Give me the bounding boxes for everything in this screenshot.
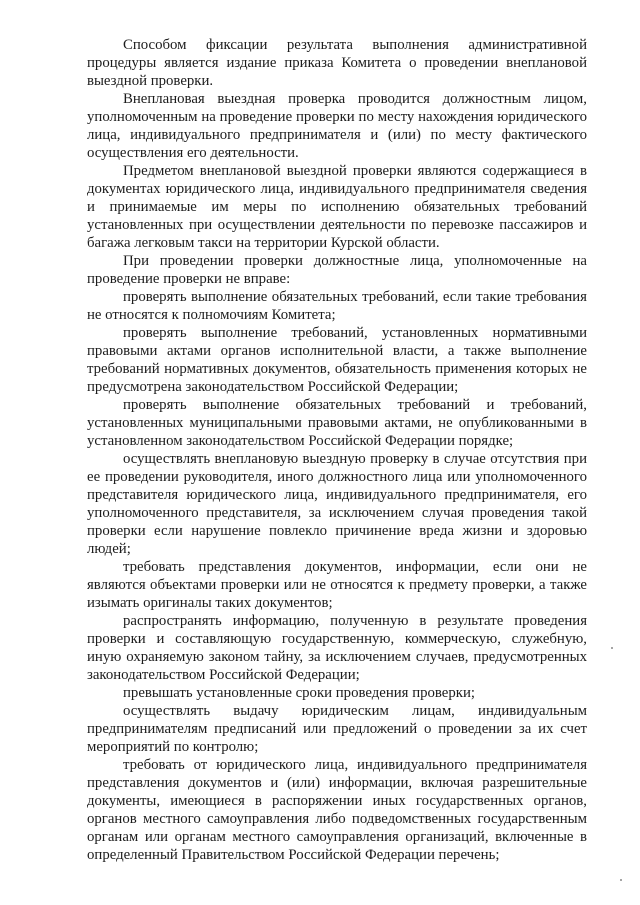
paragraph-prohibitions-intro: При проведении проверки должностные лица, уполномоченные на проведение проверки не вправе: xyxy=(87,253,587,287)
document-page xyxy=(87,36,587,864)
list-item-prohibition: проверять выполнение обязательных требований и требований, установленных муниципальными правовыми актами, не опубликованными в установленном законодательством Российской Федерации порядке; xyxy=(87,397,587,449)
scan-speck xyxy=(611,647,613,649)
list-item-prohibition: осуществлять внеплановую выездную проверку в случае отсутствия при ее проведении руководителя, иного должностного лица или уполномоченного представителя юридического лица, индивидуального предпринимателя, его уполномоченного представителя, за исключением случая проведения такой проверки если нарушение повлекло причинение вреда жизни и здоровью людей; xyxy=(87,451,587,557)
list-item-prohibition: проверять выполнение обязательных требований, если такие требования не относятся к полномочиям Комитета; xyxy=(87,289,587,323)
list-item-prohibition: осуществлять выдачу юридическим лицам, индивидуальным предпринимателям предписаний или предложений о проведении за их счет мероприятий по контролю; xyxy=(87,703,587,755)
paragraph-fixation-method: Способом фиксации результата выполнения административной процедуры является издание приказа Комитета о проведении внеплановой выездной проверки. xyxy=(87,37,587,89)
paragraph-inspection-subject: Предметом внеплановой выездной проверки являются содержащиеся в документах юридического лица, индивидуального предпринимателя сведения и принимаемые им меры по исполнению обязательных требований установленных при осуществлении деятельности по перевозке пассажиров и багажа легковым такси на территории Курской области. xyxy=(87,163,587,251)
list-item-prohibition: превышать установленные сроки проведения проверки; xyxy=(123,685,475,701)
list-item-prohibition: распространять информацию, полученную в результате проведения проверки и составляющую государственную, коммерческую, служебную, иную охраняемую законом тайну, за исключением случаев, предусмотренных законодательством Российской Федерации; xyxy=(87,613,587,683)
list-item-prohibition: проверять выполнение требований, установленных нормативными правовыми актами органов исполнительной власти, а также выполнение требований нормативных документов, обязательность применения которых не предусмотрена законодательством Российской Федерации; xyxy=(87,325,587,395)
scan-speck xyxy=(620,879,622,881)
list-item-prohibition: требовать представления документов, информации, если они не являются объектами проверки или не относятся к предмету проверки, а также изымать оригиналы таких документов; xyxy=(87,559,587,611)
paragraph-inspection-conducted: Внеплановая выездная проверка проводится должностным лицом, уполномоченным на проведение проверки по месту нахождения юридического лица, индивидуального предпринимателя и (или) по месту фактического осуществления его деятельности. xyxy=(87,91,587,161)
list-item-prohibition: требовать от юридического лица, индивидуального предпринимателя представления документов и (или) информации, включая разрешительные документы, имеющиеся в распоряжении иных государственных органов, органов местного самоуправления либо подведомственных государственным органам или органам местного самоуправления организаций, включенные в определенный Правительством Российской Федерации перечень; xyxy=(87,757,587,863)
